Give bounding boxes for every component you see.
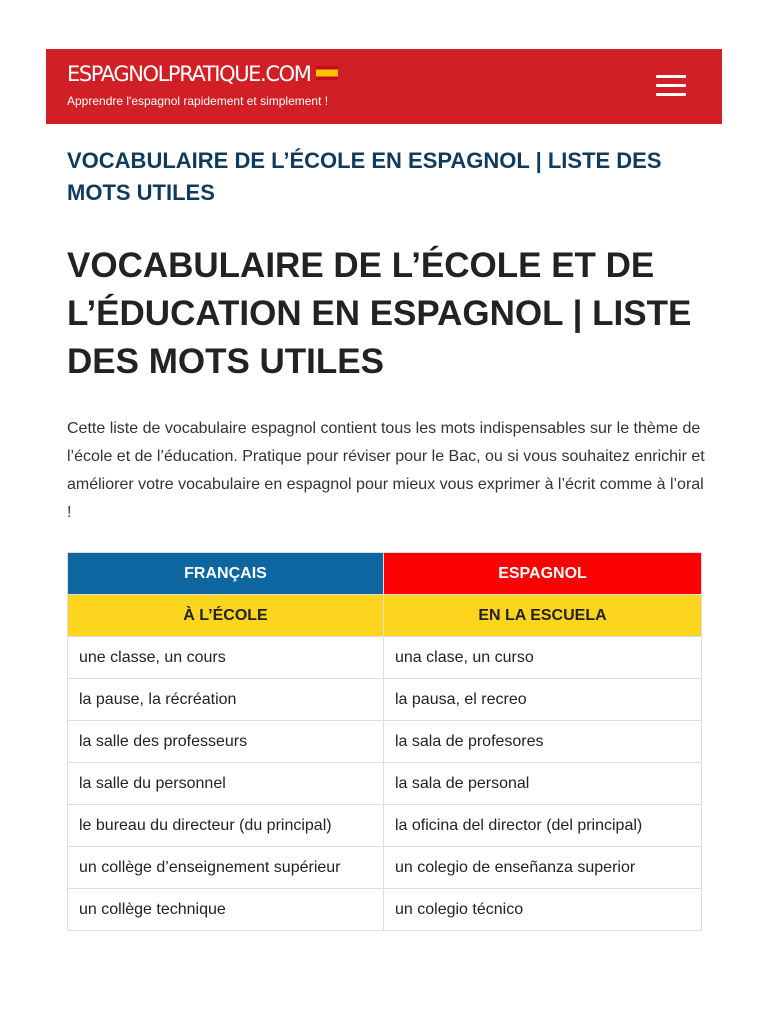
subheader-francais: À L’ÉCOLE — [68, 595, 384, 637]
site-logo-link[interactable] — [67, 62, 338, 86]
cell-espagnol: la pausa, el recreo — [384, 679, 702, 721]
header-francais: FRANÇAIS — [68, 553, 384, 595]
subheader-espagnol: EN LA ESCUELA — [384, 595, 702, 637]
table-row — [68, 847, 702, 889]
table-row — [68, 637, 702, 679]
menu-bar — [656, 93, 686, 96]
hamburger-menu-icon[interactable] — [656, 75, 686, 97]
cell-francais: la salle du personnel — [68, 763, 384, 805]
table-row — [68, 763, 702, 805]
spain-flag-icon — [316, 66, 338, 80]
site-tagline: Apprendre l'espagnol rapidement et simplement ! — [67, 94, 329, 108]
table-header-row — [68, 553, 702, 595]
table-row — [68, 805, 702, 847]
cell-espagnol: la sala de profesores — [384, 721, 702, 763]
header-espagnol: ESPAGNOL — [384, 553, 702, 595]
menu-bar — [656, 84, 686, 87]
cell-francais: le bureau du directeur (du principal) — [68, 805, 384, 847]
cell-espagnol: un colegio de enseñanza superior — [384, 847, 702, 889]
table-subheader-row — [68, 595, 702, 637]
table-row — [68, 721, 702, 763]
cell-francais: un collège d’enseignement supérieur — [68, 847, 384, 889]
table-row — [68, 889, 702, 931]
intro-paragraph: Cette liste de vocabulaire espagnol contient tous les mots indispensables sur le thème de l’école et de l’éducation. Pratique pour réviser pour le Bac, ou si vous souhaitez enrichir et améliorer votre vocabulaire en espagnol pour mieux vous exprimer à l’écrit comme à l’oral ! — [67, 420, 705, 521]
cell-francais: la pause, la récréation — [68, 679, 384, 721]
site-header — [46, 49, 722, 124]
menu-bar — [656, 75, 686, 78]
cell-francais: un collège technique — [68, 889, 384, 931]
site-name[interactable]: ESPAGNOLPRATIQUE.COM — [67, 62, 311, 86]
vocabulary-table — [67, 552, 702, 931]
table-row — [68, 679, 702, 721]
cell-espagnol: una clase, un curso — [384, 637, 702, 679]
cell-espagnol: la sala de personal — [384, 763, 702, 805]
cell-espagnol: un colegio técnico — [384, 889, 702, 931]
cell-francais: une classe, un cours — [68, 637, 384, 679]
cell-francais: la salle des professeurs — [68, 721, 384, 763]
page-title: VOCABULAIRE DE L’ÉCOLE EN ESPAGNOL | LISTE DES MOTS UTILES — [67, 148, 662, 205]
cell-espagnol: la oficina del director (del principal) — [384, 805, 702, 847]
article-title: VOCABULAIRE DE L’ÉCOLE ET DE L’ÉDUCATION EN ESPAGNOL | LISTE DES MOTS UTILES — [67, 246, 692, 381]
